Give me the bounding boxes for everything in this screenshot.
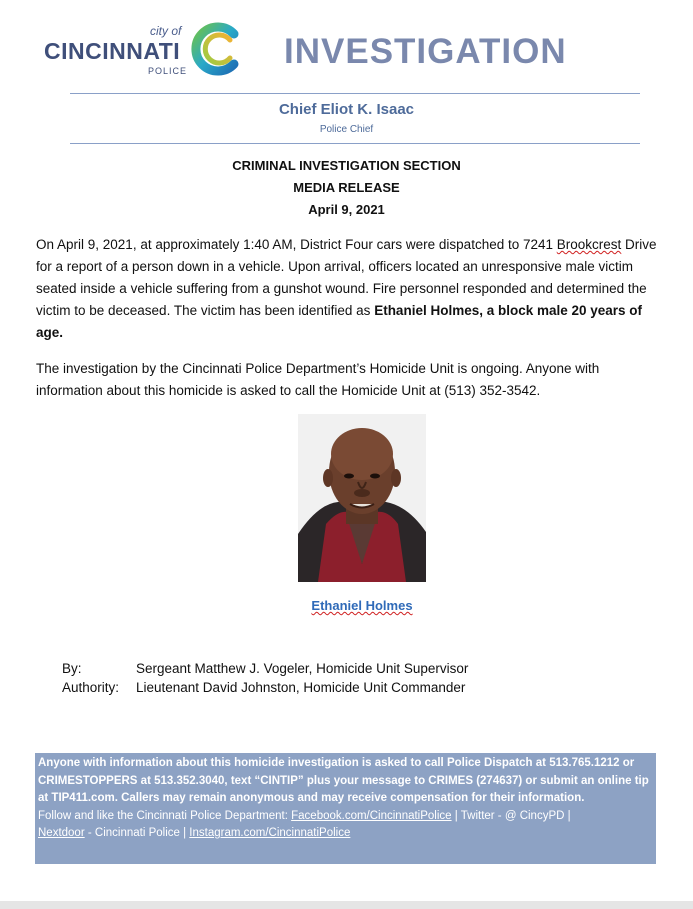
chief-name: Chief Eliot K. Isaac xyxy=(278,101,415,118)
follow-text: Follow and like the Cincinnati Police Department: xyxy=(38,809,292,822)
section-name: CRIMINAL INVESTIGATION SECTION xyxy=(232,158,461,173)
credit-value: Lieutenant David Johnston, Homicide Unit Commander xyxy=(136,680,466,695)
paragraph-text: Drive for a report of a person down in a vehicle. Upon arrival, officers located an unresponsive male victim seated inside a vehicle suffering from a gunshot wound. Fire personnel responded and determined the victim to be deceased. The victim has been identified as xyxy=(36,237,657,318)
logo-city-of: city of xyxy=(150,24,182,38)
release-type: MEDIA RELEASE xyxy=(293,180,400,195)
logo-c-icon xyxy=(190,22,242,76)
nextdoor-link[interactable]: Nextdoor xyxy=(38,827,85,839)
victim-identification: Ethaniel Holmes, a block male 20 years of age. xyxy=(36,303,643,340)
facebook-link[interactable]: Facebook.com/CincinnatiPolice xyxy=(291,809,452,822)
tip-text: Anyone with information about this homicide investigation is asked to call Police Dispatch at 513.765.1212 or CRIMESTOPPERS at 513.352.3040, text “CINTIP” plus your message to CRIMES (274637) or submit an online tip at TIP411.com. Callers may remain anonymous and may receive compensation for their information. xyxy=(38,757,649,804)
cincinnati-police-logo xyxy=(44,22,244,82)
instagram-link[interactable]: Instagram.com/CincinnatiPolice xyxy=(189,827,351,839)
credit-authority xyxy=(62,680,465,695)
victim-photo xyxy=(298,414,426,582)
victim-photo-image xyxy=(298,414,426,582)
release-date: April 9, 2021 xyxy=(308,202,385,217)
paragraph-text: On April 9, 2021, at approximately 1:40 AM, District Four cars were dispatched to 7241 xyxy=(36,237,557,252)
credit-label: Authority: xyxy=(62,680,120,695)
social-links xyxy=(38,808,653,843)
investigation-heading: INVESTIGATION xyxy=(284,32,567,71)
window-bottom-bar xyxy=(0,901,693,909)
nextdoor-text: - Cincinnati Police | xyxy=(84,827,190,839)
tip-info-box xyxy=(35,753,656,864)
credit-value: Sergeant Matthew J. Vogeler, Homicide Unit Supervisor xyxy=(136,661,469,676)
credit-label: By: xyxy=(62,661,82,676)
incident-paragraph xyxy=(36,234,666,344)
chief-title: Police Chief xyxy=(319,124,374,135)
release-header xyxy=(0,155,693,221)
top-divider xyxy=(70,93,640,94)
photo-caption xyxy=(0,598,693,613)
bottom-divider xyxy=(70,143,640,144)
street-name: Brookcrest xyxy=(556,237,622,252)
photo-caption-name: Ethaniel Holmes xyxy=(311,598,413,613)
credit-by xyxy=(62,661,468,676)
logo-city-name: CINCINNATI xyxy=(44,38,181,64)
logo-dept: POLICE xyxy=(148,66,188,76)
twitter-handle: | Twitter - @ CincyPD | xyxy=(451,809,571,822)
investigation-paragraph: The investigation by the Cincinnati Police Department’s Homicide Unit is ongoing. Anyone with information about this homicide is asked to call the Homicide Unit at (513) 352-3542. xyxy=(36,361,600,398)
